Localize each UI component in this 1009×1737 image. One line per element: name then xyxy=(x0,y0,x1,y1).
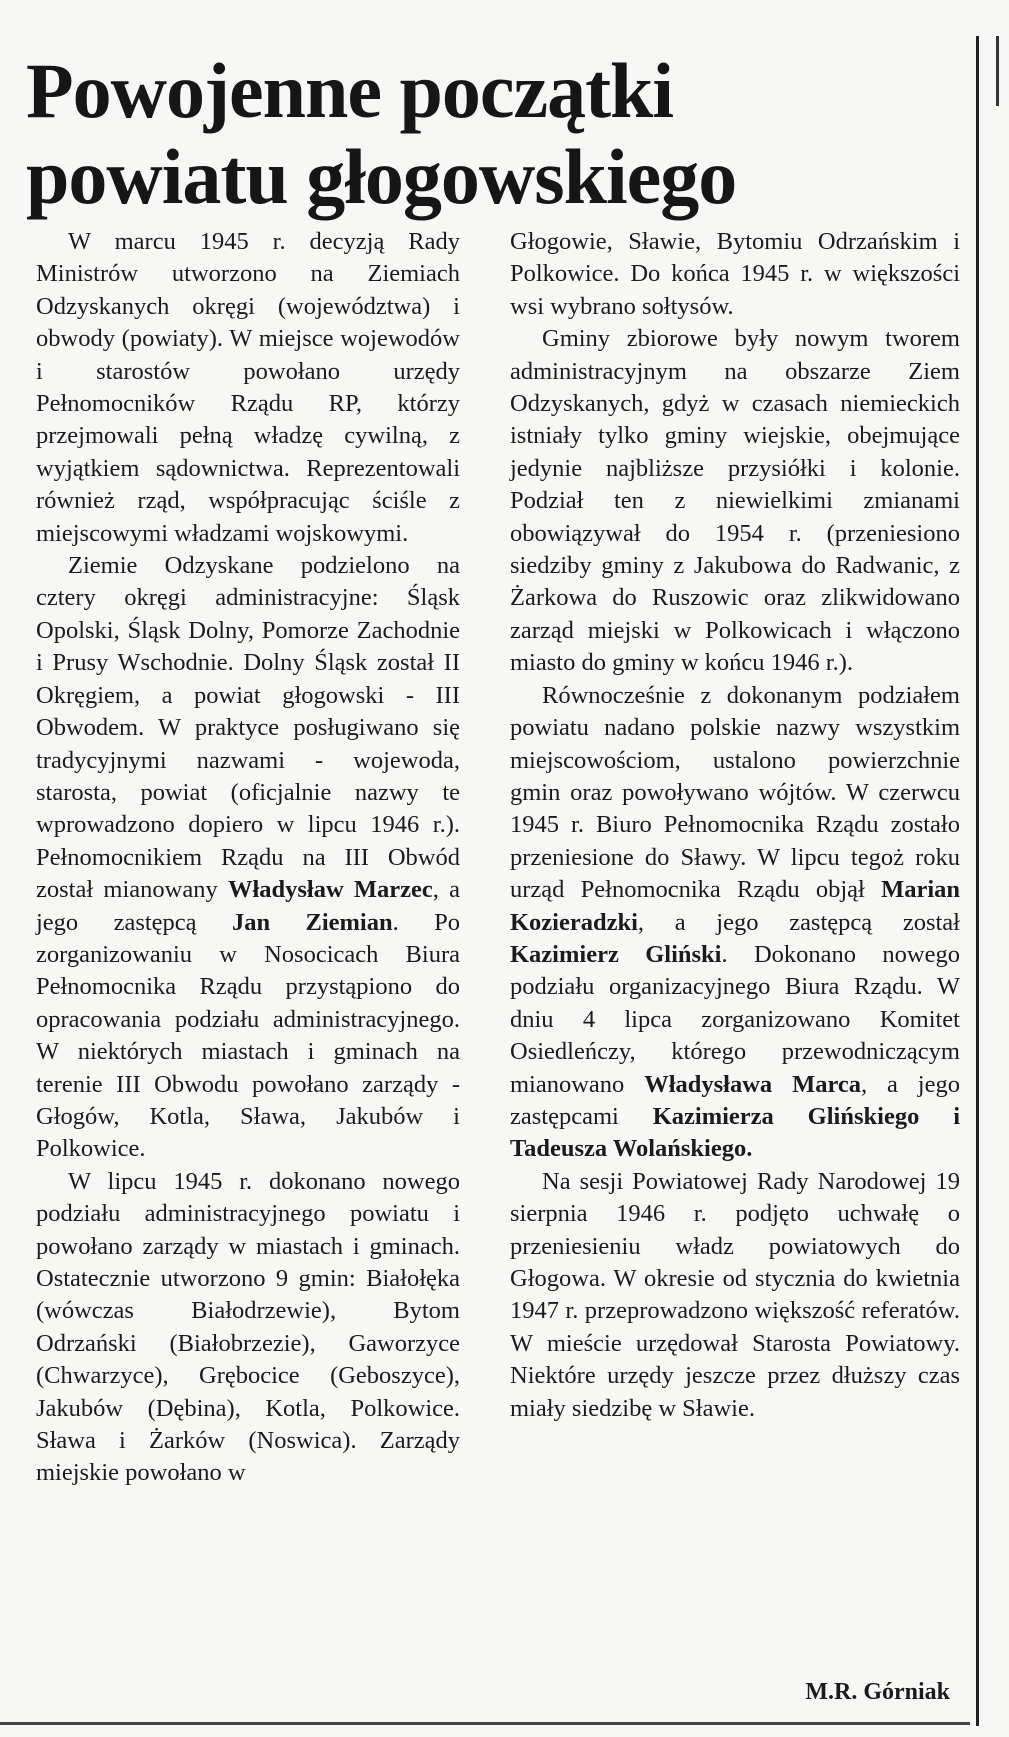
paragraph-3-continued: Głogowie, Sławie, Bytomiu Odrzańskim i Polkowice. Do końca 1945 r. w większości wsi wybrano sołtysów. xyxy=(510,228,960,320)
paragraph-2-text-b: , a jego zastępcą xyxy=(36,876,461,936)
paragraph-5 xyxy=(510,680,960,1166)
person-name-marian-kozieradzki: Marian Kozieradzki xyxy=(510,876,961,936)
page-edge-mark xyxy=(996,36,999,106)
paragraph-1: W marcu 1945 r. decyzją Rady Ministrów utworzono na Ziemiach Odzyskanych okręgi (województwa) i obwody (powiaty). W miejsce wojewodów i starostów powołano urzędy Pełnomocników Rządu RP, którzy przejmowali pełną władzę cywilną, z wyjątkiem sądownictwa. Reprezentowali również rząd, współpracując ściśle z miejscowymi władzami wojskowymi. xyxy=(36,228,460,547)
article-author: M.R. Górniak xyxy=(805,1679,950,1705)
paragraph-5-text-b: , a jego zastępcą został xyxy=(637,908,960,936)
paragraph-5-text-d: , a jego zastępcami xyxy=(510,1070,960,1130)
headline-line-1: Powojenne początki xyxy=(26,47,674,134)
article-headline xyxy=(26,48,966,220)
paragraph-3: W lipcu 1945 r. dokonano nowego podziału administracyjnego powiatu i powołano zarządy w miastach i gminach. Ostatecznie utworzono 9 gmin: Białołęka (wówczas Białodrzewie), Bytom Odrzański (Białobrzezie), Gaworzyce (Chwarzyce), Grębocice (Geboszyce), Jakubów (Dębina), Kotla, Polkowice. Sława i Żarków (Noswica). Zarządy miejskie powołano w xyxy=(36,1167,460,1487)
person-name-kazimierz-glinski: Kazimierz Gliński xyxy=(510,940,722,968)
person-name-wladyslawa-marca: Władysława Marca xyxy=(644,1070,862,1098)
paragraph-5-text-c: . Dokonano nowego podziału organizacyjnego Biura Rządu. W dniu 4 lipca zorganizowano Komitet Osiedleńczy, którego przewodniczącym mianowano xyxy=(510,940,961,1098)
person-name-wladyslaw-marzec: Władysław Marzec xyxy=(227,876,433,904)
paragraph-2 xyxy=(36,550,460,1166)
article-column-right xyxy=(510,226,960,1425)
person-names-deputies: Kazimierza Glińskiego i Tadeusza Wolańskiego. xyxy=(510,1102,961,1163)
paragraph-5-text-a: Równocześnie z dokonanym podziałem powiatu nadano polskie nazwy wszystkim miejscowościom, ustalono powierzchnie gmin oraz powoływano wójtów. W czerwcu 1945 r. Biuro Pełnomocnika Rządu zostało przeniesione do Sławy. W lipcu tegoż roku urząd Pełnomocnika Rządu objął xyxy=(510,681,960,904)
paragraph-2-text-a: Ziemie Odzyskane podzielono na cztery okręgi administracyjne: Śląsk Opolski, Śląsk Dolny, Pomorze Zachodnie i Prusy Wschodnie. Dolny Śląsk został II Okręgiem, a powiat głogowski - III Obwodem. W praktyce posługiwano się tradycyjnymi nazwami - wojewoda, starosta, powiat (oficjalnie nazwy te wprowadzono dopiero w lipcu 1946 r.). Pełnomocnikiem Rządu na III Obwód został mianowany xyxy=(36,552,460,904)
bottom-rule xyxy=(0,1722,970,1725)
column-rule xyxy=(976,36,979,1726)
paragraph-6: Na sesji Powiatowej Rady Narodowej 19 sierpnia 1946 r. podjęto uchwałę o przeniesieniu władz powiatowych do Głogowa. W okresie od stycznia do kwietnia 1947 r. przeprowadzono większość referatów. W mieście urzędował Starosta Powiatowy. Niektóre urzędy jeszcze przez dłuższy czas miały siedzibę w Sławie. xyxy=(510,1167,960,1422)
headline-line-2: powiatu głogowskiego xyxy=(26,133,737,220)
person-name-jan-ziemian: Jan Ziemian xyxy=(231,908,393,936)
article-column-left xyxy=(36,226,460,1490)
paragraph-4: Gminy zbiorowe były nowym tworem administracyjnym na obszarze Ziem Odzyskanych, gdyż w czasach niemieckich istniały tylko gminy wiejskie, obejmujące jedynie najbliższe przysiółki i kolonie. Podział ten z niewielkimi zmianami obowiązywał do 1954 r. (przeniesiono siedziby gminy z Jakubowa do Radwanic, z Żarkowa do Ruszowic oraz zlikwidowano zarząd miejski w Polkowicach i włączono miasto do gminy w końcu 1946 r.). xyxy=(510,325,960,677)
paragraph-2-text-c: . Po zorganizowaniu w Nosocicach Biura Pełnomocnika Rządu przystąpiono do opracowania podziału administracyjnego. W niektórych miastach i gminach na terenie III Obwodu powołano zarządy - Głogów, Kotla, Sława, Jakubów i Polkowice. xyxy=(36,908,460,1163)
